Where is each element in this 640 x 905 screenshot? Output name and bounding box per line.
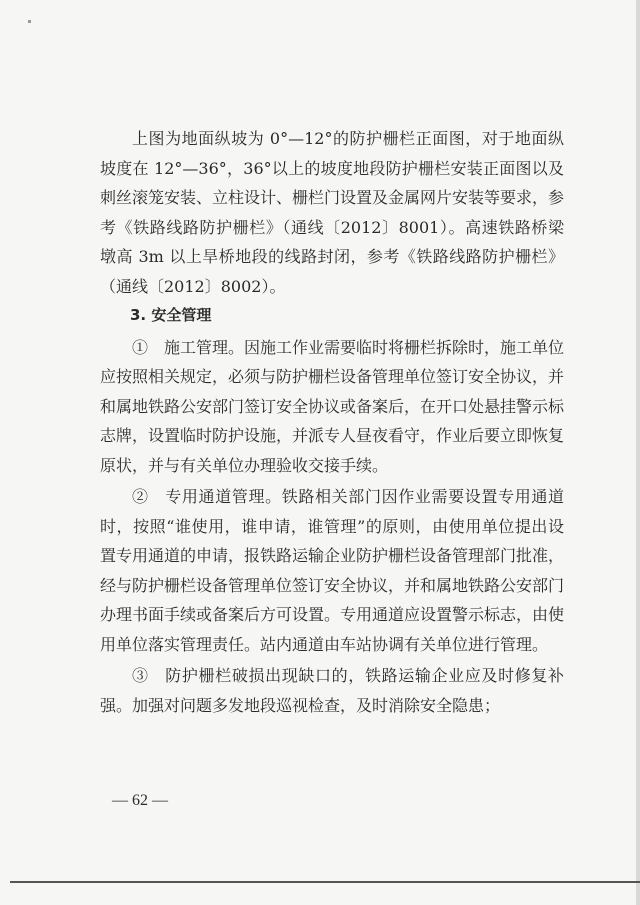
paragraph-fence-repair: ③ 防护栅栏破损出现缺口的，铁路运输企业应及时修复补强。加强对问题多发地段巡视检查，及时消除安全隐患； <box>100 666 564 715</box>
scan-speck <box>28 20 31 23</box>
scan-edge-right <box>636 0 640 905</box>
paragraph-dedicated-passage-management: ② 专用通道管理。铁路相关部门因作业需要设置专用通道时，按照“谁使用，谁申请，谁管理”的原则，由使用单位提出设置专用通道的申请，报铁路运输企业防护栅栏设备管理部门批准，经与防护栅栏设备管理单位签订安全协议，并和属地铁路公安部门办理书面手续或备案后方可设置。专用通道应设置警示标志，由使用单位落实管理责任。站内通道由车站协调有关单位进行管理。 <box>100 487 565 654</box>
scan-edge-bottom <box>10 881 640 883</box>
paragraph-construction-management: ① 施工管理。因施工作业需要临时将栅栏拆除时，施工单位应按照相关规定，必须与防护栅栏设备管理单位签订安全协议，并和属地铁路公安部门签订安全协议或备案后，在开口处悬挂警示标志牌，设置临时防护设施，并派专人昼夜看守，作业后要立即恢复原状，并与有关单位办理验收交接手续。 <box>100 337 565 475</box>
section-heading-safety-management: 3. 安全管理 <box>130 306 212 324</box>
body-text <box>100 124 564 720</box>
page-number: — 62 — <box>112 792 168 809</box>
paragraph-fence-slope: 上图为地面纵坡为 0°—12°的防护栅栏正面图，对于地面纵坡度在 12°—36°，36°以上的坡度地段防护栅栏安装正面图以及刺丝滚笼安装、立柱设计、栅栏门设置及金属网片安装等要求，参考《铁路线路防护栅栏》（通线〔2012〕8001）。高速铁路桥梁墩高 3m 以上旱桥地段的线路封闭，参考《铁路线路防护栅栏》（通线〔2012〕8002）。 <box>100 129 565 296</box>
